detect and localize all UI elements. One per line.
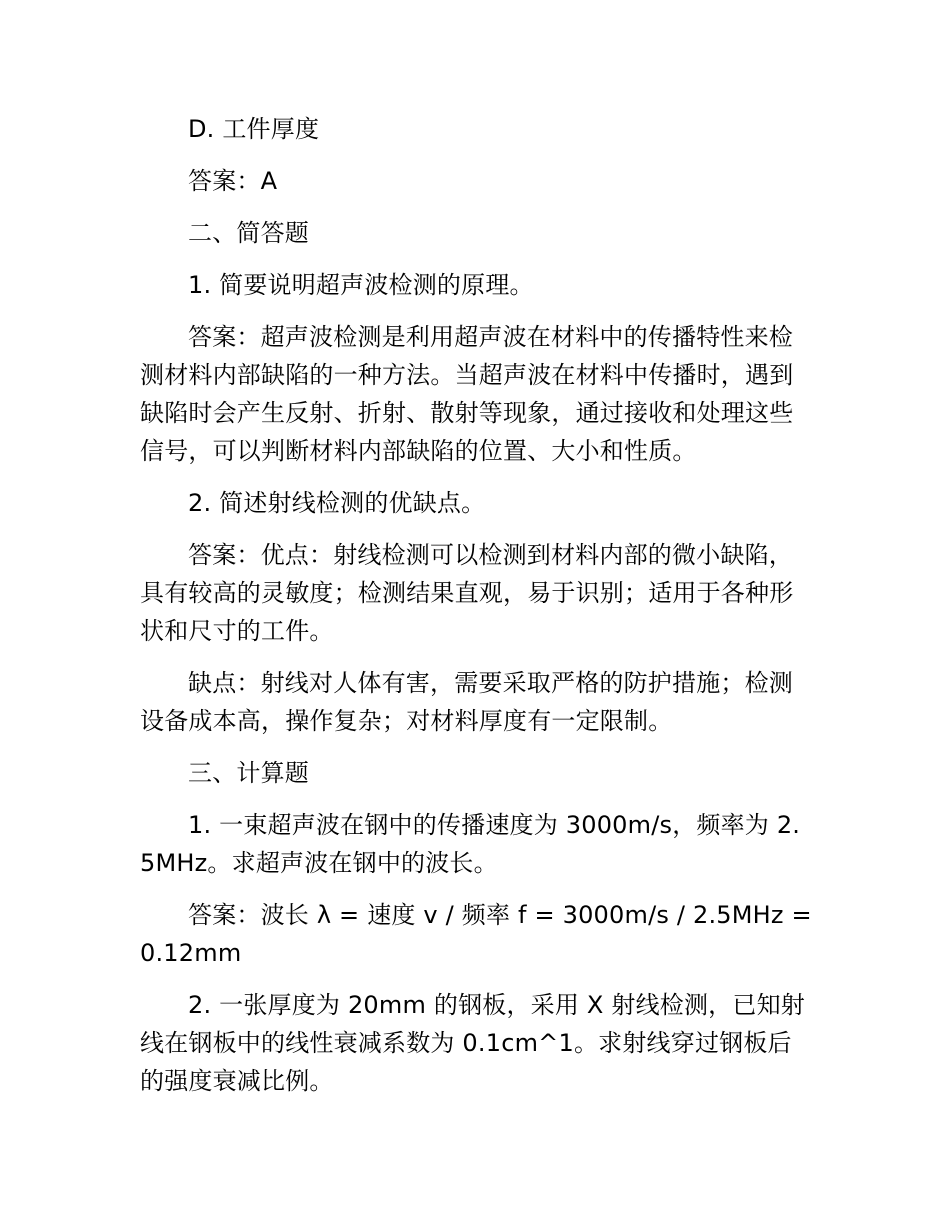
section-heading-calculation: 三、计算题 bbox=[188, 759, 309, 787]
section-heading-short-answer: 二、简答题 bbox=[188, 219, 309, 247]
answer-choice: 答案：A bbox=[188, 167, 278, 195]
question-radiography-pros-cons: 2. 简述射线检测的优缺点。 bbox=[188, 489, 486, 517]
answer-wavelength: 答案：波长 λ = 速度 v / 频率 f = 3000m/s / 2.5MHz = 0.12mm bbox=[140, 901, 812, 967]
answer-radiography-pros: 答案：优点：射线检测可以检测到材料内部的微小缺陷，具有较高的灵敏度；检测结果直观，易于识别；适用于各种形状和尺寸的工件。 bbox=[140, 541, 794, 645]
answer-ultrasonic-principle: 答案：超声波检测是利用超声波在材料中的传播特性来检测材料内部缺陷的一种方法。当超声波在材料中传播时，遇到缺陷时会产生反射、折射、散射等现象，通过接收和处理这些信号，可以判断材料内部缺陷的位置、大小和性质。 bbox=[140, 323, 794, 465]
option-d: D. 工件厚度 bbox=[188, 115, 320, 143]
question-wavelength: 1. 一束超声波在钢中的传播速度为 3000m/s，频率为 2.5MHz。求超声波在钢中的波长。 bbox=[140, 811, 801, 877]
document-page bbox=[140, 110, 812, 1114]
question-ultrasonic-principle: 1. 简要说明超声波检测的原理。 bbox=[188, 271, 534, 299]
answer-radiography-cons: 缺点：射线对人体有害，需要采取严格的防护措施；检测设备成本高，操作复杂；对材料厚度有一定限制。 bbox=[140, 669, 793, 735]
question-attenuation: 2. 一张厚度为 20mm 的钢板，采用 X 射线检测，已知射线在钢板中的线性衰减系数为 0.1cm^1。求射线穿过钢板后的强度衰减比例。 bbox=[140, 991, 805, 1095]
